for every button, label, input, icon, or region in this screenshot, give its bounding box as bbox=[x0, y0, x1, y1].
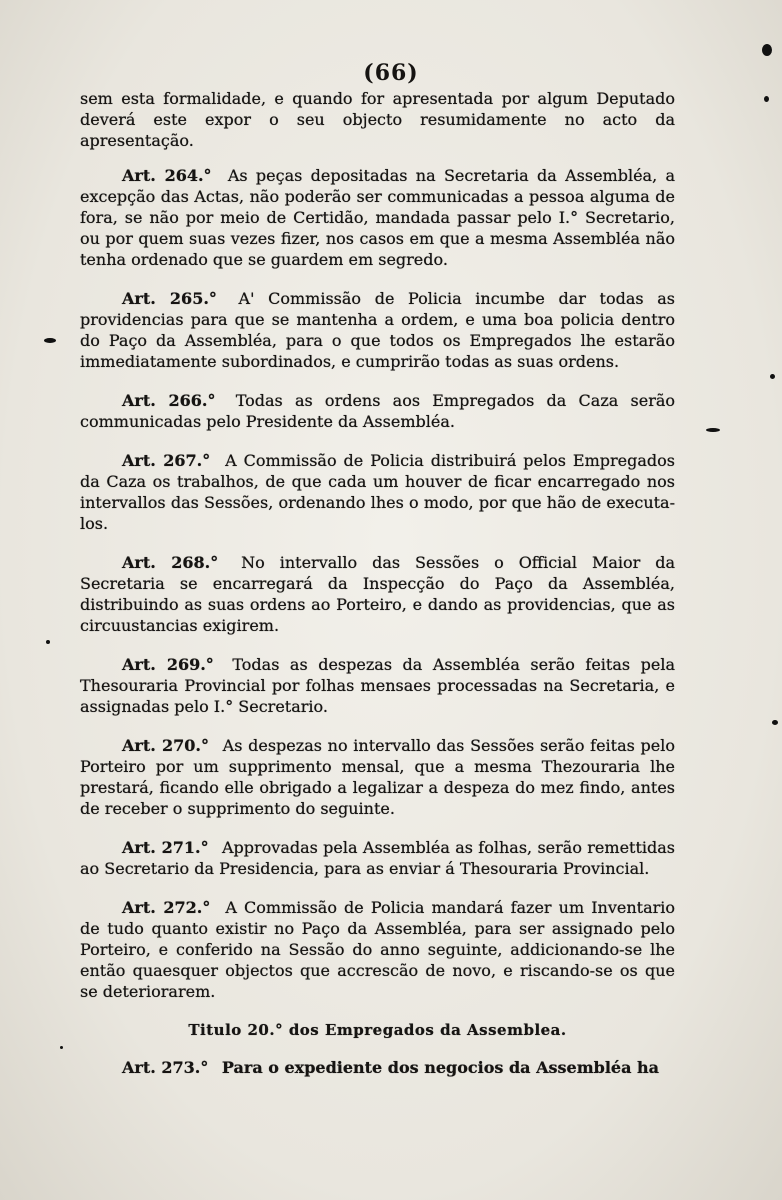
paragraph-continuation bbox=[80, 88, 675, 151]
paragraph-text: sem esta formalidade, e quando for apresentada por algum Deputado deverá este expor o seu objecto resumidamente no acto da apresentação. bbox=[80, 89, 675, 150]
article-272 bbox=[80, 897, 675, 1002]
article-267 bbox=[80, 450, 675, 534]
page-number: (66) bbox=[363, 60, 419, 86]
article-text: A' Commissão de Policia incumbe dar todas as providencias para que se mantenha a ordem, e uma boa policia dentro do Paço da Assembléa, para o que todos os Empregados lhe estarão immediatamente subordinados, e cumprirão todas as suas ordens. bbox=[80, 289, 676, 371]
article-text: Todas as despezas da Assembléa serão feitas pela Thesouraria Provincial por folhas mensaes processadas na Secretaria, e assignadas pelo I.° Secretario. bbox=[80, 655, 676, 716]
section-title: Titulo 20.° dos Empregados da Assemblea. bbox=[188, 1021, 567, 1039]
article-number: Art. 268.° bbox=[122, 553, 219, 572]
article-number: Art. 264.° bbox=[122, 166, 212, 185]
article-text: Para o expediente dos negocios da Assembléa ha bbox=[221, 1058, 660, 1077]
article-number: Art. 267.° bbox=[122, 451, 211, 470]
article-text: A Commissão de Policia distribuirá pelos Empregados da Caza os trabalhos, de que cada um houver de ficar encarregado nos intervallos das Sessões, ordenando lhes o modo, por que hão de executa-los. bbox=[80, 451, 675, 533]
article-270 bbox=[80, 735, 675, 819]
article-268 bbox=[80, 552, 675, 636]
text-body bbox=[80, 88, 675, 1094]
article-text: Todas as ordens aos Empregados da Caza serão communicadas pelo Presidente da Assembléa. bbox=[80, 391, 676, 431]
article-265 bbox=[80, 288, 675, 372]
article-269 bbox=[80, 654, 675, 717]
article-text: As peças depositadas na Secretaria da Assembléa, a excepção das Actas, não poderão ser communicadas a pessoa alguma de fora, se não por meio de Certidão, mandada passar pelo I.° Secretario, ou por quem suas vezes fizer, nos casos em que a mesma Assembléa não tenha ordenado que se guardem em segredo. bbox=[80, 166, 675, 269]
article-number: Art. 273.° bbox=[122, 1058, 209, 1077]
article-number: Art. 269.° bbox=[122, 655, 214, 674]
article-264 bbox=[80, 165, 675, 270]
article-273 bbox=[80, 1057, 675, 1078]
article-number: Art. 265.° bbox=[122, 289, 217, 308]
article-number: Art. 266.° bbox=[122, 391, 216, 410]
article-271 bbox=[80, 837, 675, 879]
article-text: No intervallo das Sessões o Official Maior da Secretaria se encarregará da Inspecção do Paço da Assembléa, distribuindo as suas ordens ao Porteiro, e dando as providencias, que as circuustancias exigirem. bbox=[80, 553, 676, 635]
article-266 bbox=[80, 390, 675, 432]
article-number: Art. 272.° bbox=[122, 898, 211, 917]
article-text: As despezas no intervallo das Sessões serão feitas pelo Porteiro por um supprimento mensal, que a mesma Thezouraria lhe prestará, ficando elle obrigado a legalizar a despeza do mez findo, antes de receber o supprimento do seguinte. bbox=[80, 736, 676, 818]
article-text: A Commissão de Policia mandará fazer um Inventario de tudo quanto existir no Paço da Assembléa, para ser assignado pelo Porteiro, e conferido na Sessão do anno seguinte, addicionando-se lhe então quaesquer objectos que accrescão de novo, e riscando-se os que se deteriorarem. bbox=[80, 898, 676, 1001]
article-number: Art. 270.° bbox=[122, 736, 209, 755]
article-text: Approvadas pela Assembléa as folhas, serão remettidas ao Secretario da Presidencia, para as enviar á Thesouraria Provincial. bbox=[80, 838, 676, 878]
article-number: Art. 271.° bbox=[122, 838, 209, 857]
